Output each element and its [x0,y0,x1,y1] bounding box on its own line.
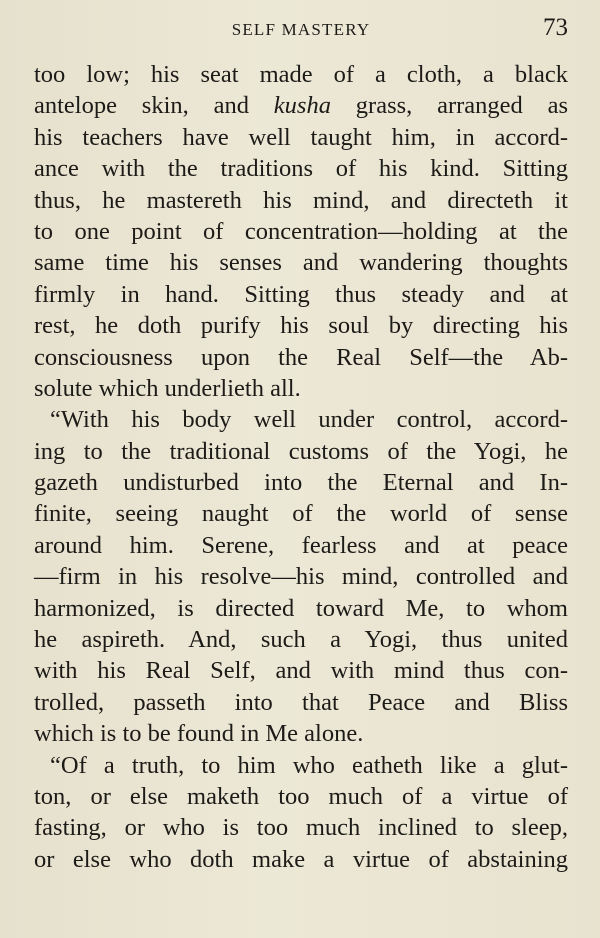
text-line: ton, or else maketh too much of a virtue of [34,782,568,810]
text-line: trolled, passeth into that Peace and Bliss [34,688,568,716]
page-header [34,14,568,48]
text-line: same time his senses and wandering thoughts [34,249,568,277]
text-line: thus, he mastereth his mind, and directeth it [34,186,568,214]
paragraph-end-line: solute which underlieth all. [34,374,301,402]
text-line: fasting, or who is too much inclined to sleep, [34,814,568,842]
text-line: consciousness upon the Real Self—the Ab- [34,343,568,371]
text-line: too low; his seat made of a cloth, a black [34,61,568,88]
text-line: he aspireth. And, such a Yogi, thus united [34,626,568,654]
text-line: to one point of concentration—holding at the [34,217,568,245]
running-head: SELF MASTERY [231,20,371,39]
page-number: 73 [543,14,568,41]
paragraph-end-line: which is to be found in Me alone. [34,720,364,748]
text-segment: antelope skin, and [34,92,274,120]
paragraph-start-line: “Of a truth, to him who eatheth like a glut- [50,751,568,779]
text-line: rest, he doth purify his soul by directing his [34,312,568,340]
text-line: ance with the traditions of his kind. Sitting [34,155,568,183]
text-line: or else who doth make a virtue of abstaining [34,845,568,873]
italic-term: kusha [273,92,331,120]
text-line: finite, seeing naught of the world of sense [34,500,568,528]
text-line: harmonized, is directed toward Me, to whom [34,594,568,622]
text-line: —firm in his resolve—his mind, controlled and [34,563,568,591]
text-line: his teachers have well taught him, in accord- [34,123,568,151]
text-line: around him. Serene, fearless and at peace [34,531,568,559]
text-line: ing to the traditional customs of the Yogi, he [34,437,568,465]
text-line: gazeth undisturbed into the Eternal and In- [34,469,568,497]
paragraph-start-line: “With his body well under control, accord- [50,406,568,434]
text-segment: grass, arranged as [330,92,569,120]
text-line: firmly in hand. Sitting thus steady and at [34,280,568,308]
body-text [34,59,568,875]
text-line: with his Real Self, and with mind thus con- [34,657,568,685]
text-line [34,90,568,121]
